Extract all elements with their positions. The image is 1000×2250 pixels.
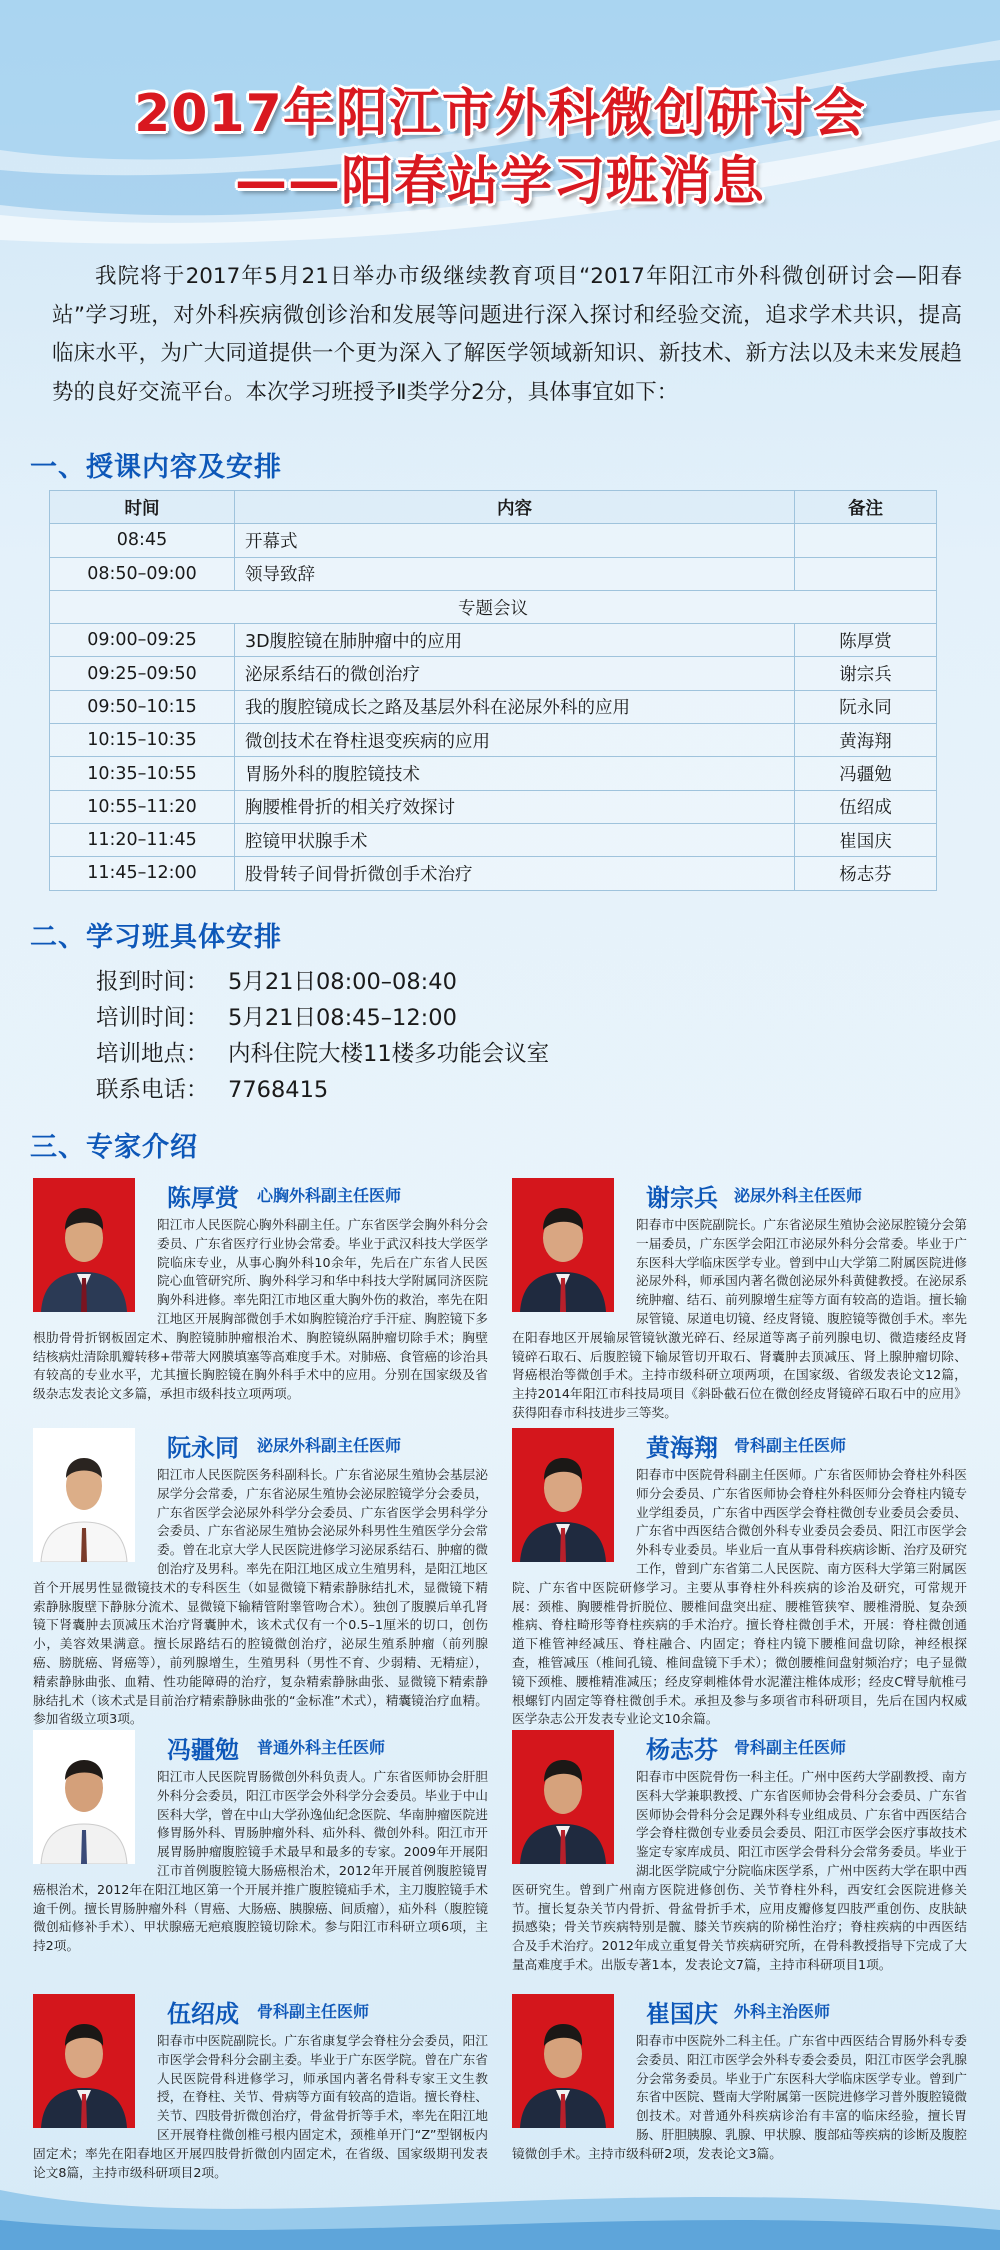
expert-bio xyxy=(512,1466,967,1729)
expert-bio xyxy=(33,1768,488,1956)
table-row xyxy=(50,690,937,723)
section-title-schedule: 一、授课内容及安排 xyxy=(30,452,282,483)
speaker-cell: 伍绍成 xyxy=(795,790,937,823)
content-cell: 领导致辞 xyxy=(235,557,795,590)
time-cell: 11:45–12:00 xyxy=(50,857,235,890)
expert-bio-text: 阳江市人民医院医务科副科长。广东省泌尿生殖协会基层泌尿学分会常委，广东省泌尿生殖协会泌尿腔镜学分会委员，广东省医学会泌尿外科学分会委员、广东省医学会男科学分会委员、广东省泌尿生殖协会泌尿外科男性生殖医学分会常委。曾在北京大学人民医院进修学习泌尿系结石、肿瘤的微创治疗及男科。率先在阳江地区成立生殖男科，是阳江地区首个开展男性显微镜技术的专科医生（如显微镜下精索静脉结扎术，显微镜下精索静脉腹壁下静脉分流术、显微镜下输精管附睾管吻合术）。独创了腹膜后单孔肾镜下肾囊肿去顶减压术治疗肾囊肿术，该术式仅有一个0.5–1厘米的切口，创伤小，美容效果满意。擅长尿路结石的腔镜微创治疗，泌尿生殖系肿瘤（前列腺癌、膀胱癌、肾癌等），前列腺增生，生殖男科（男性不育、少弱精、无精症），精索静脉曲张、血精、性功能障碍的治疗，复杂精索静脉曲张、显微镜下精索静脉结扎术（该术式是目前治疗精索静脉曲张的“金标准”术式），精囊镜治疗血精。参加省级立项3项。 xyxy=(33,1467,488,1727)
expert-bio xyxy=(33,2032,488,2182)
expert-card xyxy=(33,1428,488,1727)
speaker-cell: 谢宗兵 xyxy=(795,657,937,690)
time-cell: 10:55–11:20 xyxy=(50,790,235,823)
expert-bio-text: 阳江市人民医院心胸外科副主任。广东省医学会胸外科分会委员、广东省医疗行业协会常委。毕业于武汉科技大学医学院临床专业，从事心胸外科10余年，先后在广东省人民医院心血管研究所、胸外科学习和华中科技大学附属同济医院胸外科进修。率先阳江市地区重大胸外伤的救治，率先在阳江地区开展胸部微创手术如胸腔镜治疗手汗症、胸腔镜下多根肋骨骨折钢板固定术、胸腔镜肺肿瘤根治术、胸腔镜纵隔肿瘤切除手术；胸壁结核病灶清除肌瓣转移+带蒂大网膜填塞等高难度手术。对肺癌、食管癌的诊治具有较高的专业水平，尤其擅长胸腔镜在胸外科手术中的应用。分别在国家级及省级杂志发表论文多篇，承担市级科技立项两项。 xyxy=(33,1217,488,1402)
arrangement-value: 5月21日08:00–08:40 xyxy=(228,969,457,995)
content-cell: 微创技术在脊柱退变疾病的应用 xyxy=(235,724,795,757)
title-line-1: 2017年阳江市外科微创研讨会 xyxy=(134,84,866,144)
table-row xyxy=(50,790,937,823)
expert-bio xyxy=(33,1216,488,1404)
content-cell: 我的腹腔镜成长之路及基层外科在泌尿外科的应用 xyxy=(235,690,795,723)
expert-name: 黄海翔 xyxy=(646,1434,718,1462)
expert-card xyxy=(33,1178,488,1458)
speaker-cell: 阮永同 xyxy=(795,690,937,723)
expert-role: 骨科副主任医师 xyxy=(257,2002,370,2021)
expert-card xyxy=(512,1178,967,1458)
table-row xyxy=(50,757,937,790)
expert-name: 伍绍成 xyxy=(167,2000,239,2028)
expert-role: 心胸外科副主任医师 xyxy=(257,1186,402,1205)
table-row xyxy=(50,557,937,590)
header-time: 时间 xyxy=(50,491,235,524)
time-cell: 08:50–09:00 xyxy=(50,557,235,590)
table-subheader-row xyxy=(50,590,937,623)
speaker-cell: 黄海翔 xyxy=(795,724,937,757)
speaker-cell: 陈厚赏 xyxy=(795,624,937,657)
content-cell: 3D腹腔镜在肺肿瘤中的应用 xyxy=(235,624,795,657)
expert-card xyxy=(512,1730,967,2010)
speaker-cell xyxy=(795,557,937,590)
expert-bio-text: 阳春市中医院骨伤一科主任。广州中医药大学副教授、南方医科大学兼职教授、广东省医师协会骨科分会委员、广东省医师协会骨科分会足踝外科专业组成员、广东省中西医结合学会脊柱微创专业委员会委员、阳江市医学会医疗事故技术鉴定专家库成员、阳江市医学会骨科分会常务委员。毕业于湖北医学院咸宁分院临床医学系，广州中医药大学在职中西医研究生。曾到广州南方医院进修创伤、关节脊柱外科，西安红会医院进修关节。擅长复杂关节内骨折、骨盆骨折手术，应用皮瓣修复四肢严重创伤、皮肤缺损感染；骨关节疾病特别是髋、膝关节疾病的阶梯性治疗；脊柱疾病的中西医结合及手术治疗。2012年成立重复骨关节疾病研究所，在骨科教授指导下完成了大量高难度手术。出版专著1本，发表论文7篇，主持市科研项目1项。 xyxy=(512,1769,967,1972)
table-header-row xyxy=(50,491,937,524)
page-title xyxy=(0,80,1000,216)
table-row xyxy=(50,657,937,690)
time-cell: 10:15–10:35 xyxy=(50,724,235,757)
expert-role: 泌尿外科主任医师 xyxy=(734,1186,863,1205)
arrangement-label: 联系电话： xyxy=(96,1077,209,1103)
table-row xyxy=(50,724,937,757)
table-row xyxy=(50,857,937,890)
expert-bio-text: 阳春市中医院副院长。广东省泌尿生殖协会泌尿腔镜分会第一届委员，广东医学会阳江市泌尿外科分会常委。毕业于广东医科大学临床医学专业。曾到中山大学第二附属医院进修泌尿外科，师承国内著名微创泌尿外科黄健教授。在泌尿系统肿瘤、结石、前列腺增生症等方面有较高的造诣。擅长输尿管镜、尿道电切镜、经皮肾镜、腹腔镜等微创手术。率先在阳春地区开展输尿管镜钬激光碎石、经尿道等离子前列腺电切、微造瘘经皮肾镜碎石取石、后腹腔镜下输尿管切开取石、肾囊肿去顶减压、肾上腺肿瘤切除、肾癌根治等微创手术。主持市级科研立项两项，在国家级、省级发表论文12篇，主持2014年阳江市科技局项目《斜卧截石位在微创经皮肾镜碎石取石中的应用》获得阳春市科技进步三等奖。 xyxy=(512,1217,967,1420)
content-cell: 开幕式 xyxy=(235,524,795,557)
expert-name: 谢宗兵 xyxy=(646,1184,718,1212)
table-row xyxy=(50,624,937,657)
intro-paragraph: 我院将于2017年5月21日举办市级继续教育项目“2017年阳江市外科微创研讨会—阳春站”学习班，对外科疾病微创诊治和发展等问题进行深入探讨和经验交流，追求学术共识，提高临床水平，为广大同道提供一个更为深入了解医学领域新知识、新技术、新方法以及未来发展趋势的良好交流平台。本次学习班授予Ⅱ类学分2分，具体事宜如下： xyxy=(52,264,962,405)
header-note: 备注 xyxy=(795,491,937,524)
expert-name: 杨志芬 xyxy=(646,1736,718,1764)
speaker-cell: 冯疆勉 xyxy=(795,757,937,790)
arrangement-label: 报到时间： xyxy=(96,969,209,995)
expert-role: 骨科副主任医师 xyxy=(734,1436,847,1455)
arrangement-list xyxy=(96,964,549,1108)
speaker-cell: 崔国庆 xyxy=(795,823,937,856)
speaker-cell xyxy=(795,524,937,557)
expert-name: 崔国庆 xyxy=(646,2000,718,2028)
arrangement-label: 培训时间： xyxy=(96,1005,209,1031)
schedule-table xyxy=(49,490,937,891)
expert-name: 冯疆勉 xyxy=(167,1736,239,1764)
time-cell: 09:50–10:15 xyxy=(50,690,235,723)
arrangement-value: 内科住院大楼11楼多功能会议室 xyxy=(228,1041,550,1067)
expert-bio xyxy=(33,1466,488,1729)
table-row xyxy=(50,524,937,557)
arrangement-label: 培训地点： xyxy=(96,1041,209,1067)
expert-role: 骨科副主任医师 xyxy=(734,1738,847,1757)
section-title-arrangement: 二、学习班具体安排 xyxy=(30,922,282,953)
expert-card xyxy=(33,1994,488,2250)
speaker-cell: 杨志芬 xyxy=(795,857,937,890)
expert-name: 阮永同 xyxy=(167,1434,239,1462)
content-cell: 胃肠外科的腹腔镜技术 xyxy=(235,757,795,790)
table-row xyxy=(50,823,937,856)
expert-bio xyxy=(512,1768,967,1975)
list-item xyxy=(96,964,549,1000)
expert-card xyxy=(33,1730,488,2010)
content-cell: 腔镜甲状腺手术 xyxy=(235,823,795,856)
expert-bio-text: 阳春市中医院外二科主任。广东省中西医结合胃肠外科专委会委员、阳江市医学会外科专委会委员，阳江市医学会乳腺分会常务委员。毕业于广东医科大学临床医学专业。曾到广东省中医院、暨南大学附属第一医院进修学习普外腹腔镜微创技术。对普通外科疾病诊治有丰富的临床经验，擅长胃肠、肝胆胰腺、乳腺、甲状腺、腹部疝等疾病的诊断及腹腔镜微创手术。主持市级科研2项，发表论文3篇。 xyxy=(512,2033,967,2161)
expert-card xyxy=(512,1994,967,2250)
expert-bio xyxy=(512,2032,967,2164)
expert-role: 普通外科主任医师 xyxy=(257,1738,386,1757)
expert-role: 外科主治医师 xyxy=(734,2002,831,2021)
expert-card xyxy=(512,1428,967,1727)
expert-bio xyxy=(512,1216,967,1423)
list-item xyxy=(96,1072,549,1108)
expert-bio-text: 阳江市人民医院胃肠微创外科负责人。广东省医师协会肝胆外科分会委员，阳江市医学会外科学分会委员。毕业于中山医科大学，曾在中山大学孙逸仙纪念医院、华南肿瘤医院进修胃肠外科、胃肠肿瘤外科、疝外科、微创外科。阳江市开展胃肠肿瘤腹腔镜手术最早和最多的专家。2009年开展阳江市首例腹腔镜大肠癌根治术，2012年开展首例腹腔镜胃癌根治术，2012年在阳江地区第一个开展并推广腹腔镜疝手术，主刀腹腔镜手术逾千例。擅长胃肠肿瘤外科（胃癌、大肠癌、胰腺癌、间质瘤），疝外科（腹腔镜微创疝修补手术）、甲状腺癌无疤痕腹腔镜切除术。参与阳江市科研立项6项，主持2项。 xyxy=(33,1769,488,1954)
time-cell: 08:45 xyxy=(50,524,235,557)
content-cell: 胸腰椎骨折的相关疗效探讨 xyxy=(235,790,795,823)
time-cell: 11:20–11:45 xyxy=(50,823,235,856)
time-cell: 10:35–10:55 xyxy=(50,757,235,790)
subheader-cell: 专题会议 xyxy=(50,590,937,623)
expert-role: 泌尿外科副主任医师 xyxy=(257,1436,402,1455)
expert-name: 陈厚赏 xyxy=(167,1184,239,1212)
content-cell: 泌尿系结石的微创治疗 xyxy=(235,657,795,690)
arrangement-value: 5月21日08:45–12:00 xyxy=(228,1005,457,1031)
list-item xyxy=(96,1036,549,1072)
section-title-experts: 三、专家介绍 xyxy=(30,1132,198,1163)
arrangement-value: 7768415 xyxy=(228,1077,329,1103)
expert-bio-text: 阳春市中医院副院长。广东省康复学会脊柱分会委员，阳江市医学会骨科分会副主委。毕业于广东医学院。曾在广东省人民医院骨科进修学习，师承国内著名骨科专家王文生教授，在脊柱、关节、骨病等方面有较高的造诣。擅长脊柱、关节、四肢骨折微创治疗，骨盆骨折等手术，率先在阳江地区开展脊柱微创椎弓根内固定术，颈椎单开门“Z”型钢板内固定术；率先在阳春地区开展四肢骨折微创内固定术，在省级、国家级期刊发表论文8篇，主持市级科研项目2项。 xyxy=(33,2033,488,2180)
time-cell: 09:00–09:25 xyxy=(50,624,235,657)
title-line-2: ——阳春站学习班消息 xyxy=(234,152,765,212)
list-item xyxy=(96,1000,549,1036)
header-content: 内容 xyxy=(235,491,795,524)
expert-bio-text: 阳春市中医院骨科副主任医师。广东省医师协会脊柱外科医师分会委员、广东省医师协会脊柱外科医师分会脊柱内镜专业学组委员，广东省中西医学会脊柱微创专业委员会委员、广东省中西医结合微创外科专业委员会委员、阳江市医学会外科专业委员。毕业后一直从事骨科疾病诊断、治疗及研究工作，曾到广东省第二人民医院、南方医科大学第三附属医院、广东省中医院研修学习。主要从事脊柱外科疾病的诊治及研究，可常规开展：颈椎、胸腰椎骨折脱位、腰椎间盘突出症、腰椎管狭窄、腰椎滑脱、复杂颈椎病、脊柱畸形等脊柱疾病的手术治疗。擅长脊柱微创手术，开展：脊柱微创通道下椎管神经减压、脊柱融合、内固定；脊柱内镜下腰椎间盘切除，神经根探查，椎管减压（椎间孔镜、椎间盘镜下手术）；微创腰椎间盘射频治疗；电子显微镜下颈椎、腰椎精准减压；经皮穿刺椎体骨水泥灌注椎体成形；经皮C臂导航椎弓根螺钉内固定等脊柱微创手术。承担及参与多项省市科研项目，先后在国内权威医学杂志公开发表专业论文10余篇。 xyxy=(512,1467,967,1727)
time-cell: 09:25–09:50 xyxy=(50,657,235,690)
content-cell: 股骨转子间骨折微创手术治疗 xyxy=(235,857,795,890)
